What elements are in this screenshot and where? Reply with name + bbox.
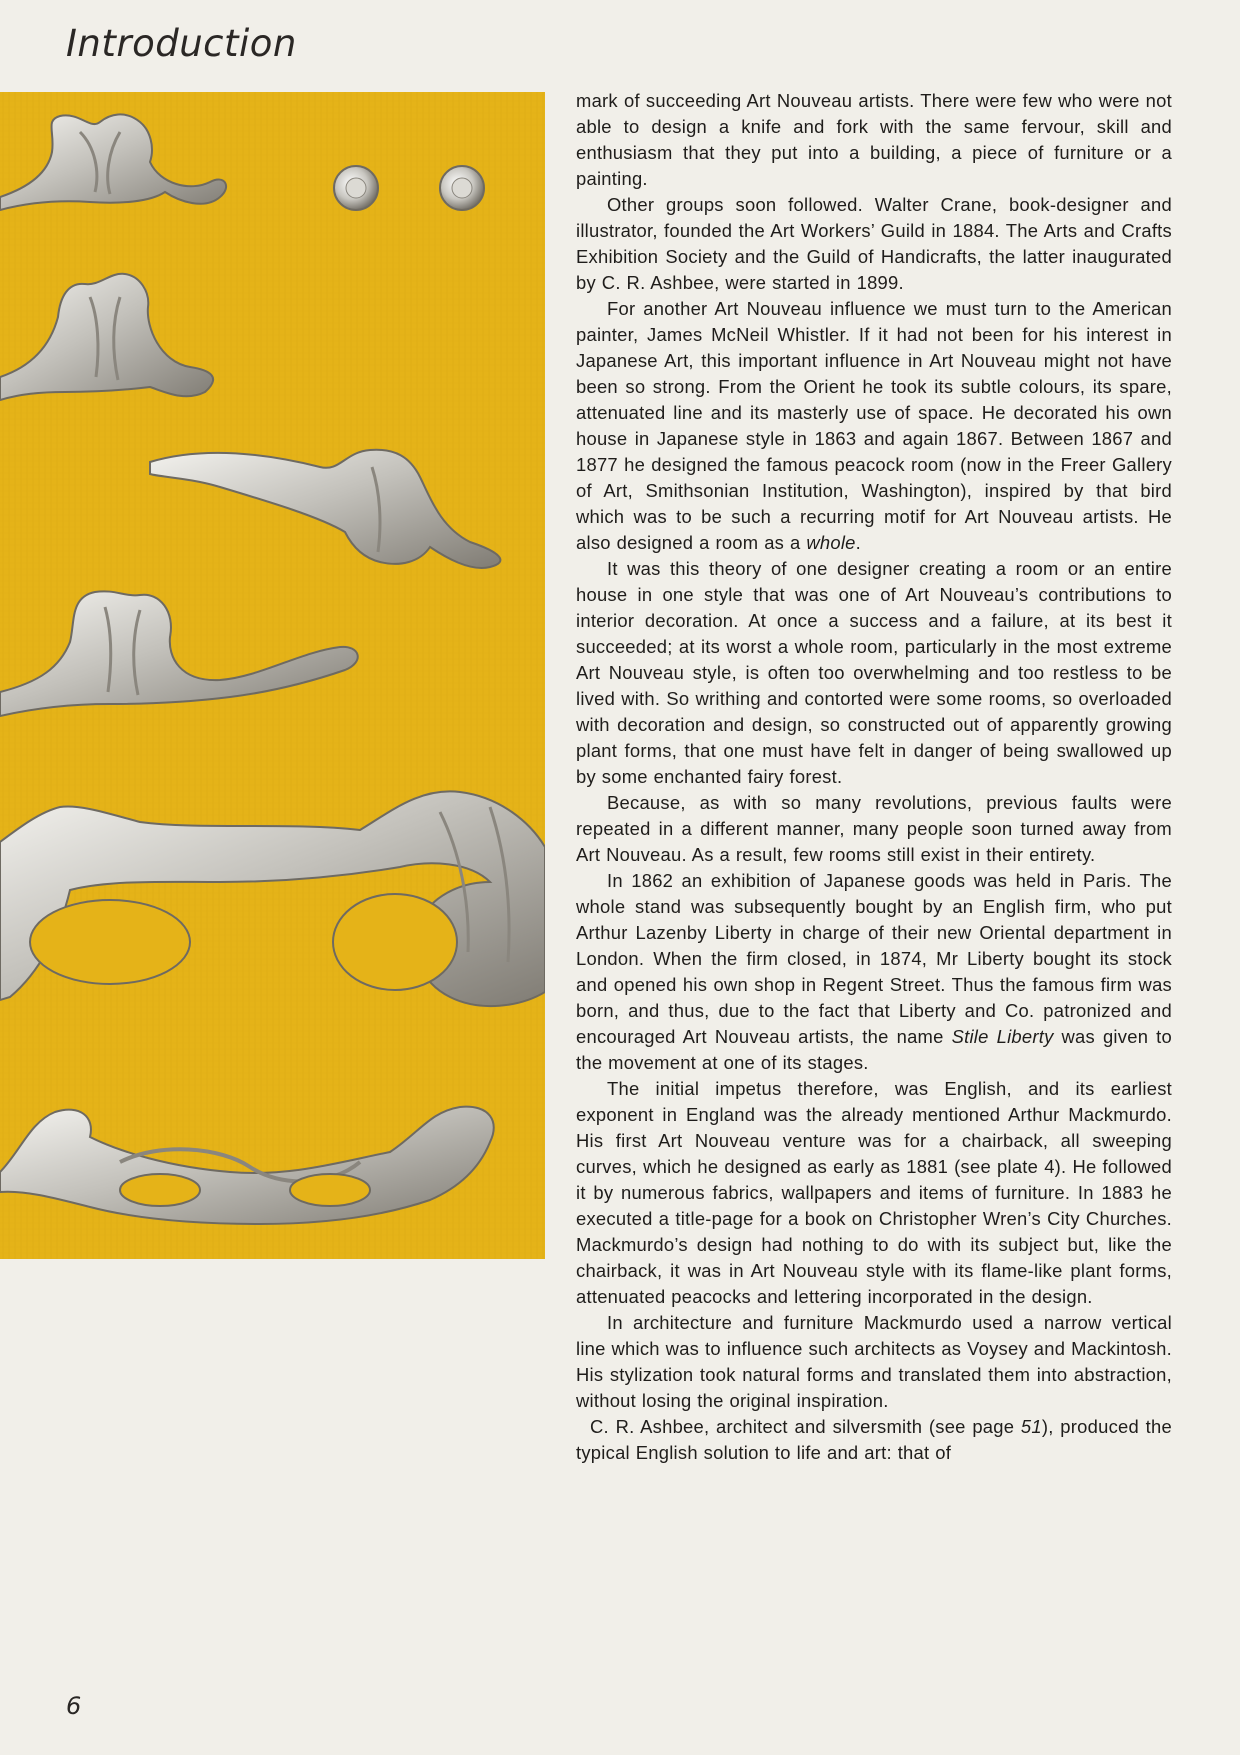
italic-text: 51 [1020, 1416, 1042, 1437]
page-number: 6 [66, 1692, 82, 1720]
body-paragraph [576, 296, 1172, 556]
body-paragraph [576, 1414, 1172, 1466]
text-run: ), produced the typical English solution to life and art: that of [576, 1416, 1172, 1463]
body-paragraph [576, 556, 1172, 790]
text-run: was given to the movement at one of its stages. [576, 1026, 1172, 1073]
text-run: In architecture and furniture Mackmurdo used a narrow vertical line which was to influence such architects as Voysey and Mackintosh. His stylization took natural forms and translated them into abstraction, without losing the original inspiration. [576, 1312, 1172, 1411]
text-run: . [855, 532, 862, 553]
text-run: C. R. Ashbee, architect and silversmith (see page [590, 1416, 1021, 1437]
italic-text: whole [806, 532, 856, 553]
knob-2 [440, 166, 484, 210]
body-paragraph [576, 790, 1172, 868]
body-paragraph [576, 1076, 1172, 1310]
italic-text: Stile Liberty [951, 1026, 1054, 1047]
section-title: Introduction [66, 22, 297, 65]
text-run: mark of succeeding Art Nouveau artists. There were few who were not able to design a knife and fork with the same fervour, skill and enthusiasm that they put into a building, a piece of furniture or a painting. [576, 90, 1172, 189]
text-run: For another Art Nouveau influence we must turn to the American painter, James McNeil Whistler. If it had not been for his interest in Japanese Art, this important influence in Art Nouveau might not have been so strong. From the Orient he took its subtle colours, its spare, attenuated line and its masterly use of space. He decorated his own house in Japanese style in 1863 and again 1867. Between 1867 and 1877 he designed the famous peacock room (now in the Freer Gallery of Art, Smithsonian Institution, Washington), inspired by that bird which was to be such a recurring motif for Art Nouveau artists. He also designed a room as a [576, 298, 1172, 553]
text-run: It was this theory of one designer creating a room or an entire house in one style that was one of Art Nouveau’s contributions to interior decoration. At once a success and a failure, at its best it succeeded; at its worst a whole room, particularly in the most extreme Art Nouveau style, is often too overwhelming and too restless to be lived with. So writhing and contorted were some rooms, so overloaded with decoration and design, so constructed out of apparently growing plant forms, that one must have felt in danger of being swallowed up by some enchanted fairy forest. [576, 558, 1172, 787]
body-paragraph [576, 192, 1172, 296]
text-run: Other groups soon followed. Walter Crane, book-designer and illustrator, founded the Art Workers’ Guild in 1884. The Arts and Crafts Exhibition Society and the Guild of Handicrafts, the latter inaugurated by C. R. Ashbee, were started in 1899. [576, 194, 1172, 293]
text-run: The initial impetus therefore, was English, and its earliest exponent in England was the already mentioned Arthur Mackmurdo. His first Art Nouveau venture was for a chairback, all sweeping curves, which he designed as early as 1881 (see plate 4). He followed it by numerous fabrics, wallpapers and items of furniture. In 1883 he executed a title-page for a book on Christopher Wren’s City Churches. Mackmurdo’s design had nothing to do with its subject but, like the chairback, it was in Art Nouveau style with its flame-like plant forms, attenuated peacocks and lettering incorporated in the design. [576, 1078, 1172, 1307]
body-text [576, 88, 1172, 1668]
text-run: In 1862 an exhibition of Japanese goods was held in Paris. The whole stand was subsequently bought by an English firm, who put Arthur Lazenby Liberty in charge of their new Oriental department in London. When the firm closed, in 1874, Mr Liberty bought its stock and opened his own shop in Regent Street. Thus the famous firm was born, and thus, due to the fact that Liberty and Co. patronized and encouraged Art Nouveau artists, the name [576, 870, 1172, 1047]
text-run: Because, as with so many revolutions, previous faults were repeated in a different manner, many people soon turned away from Art Nouveau. As a result, few rooms still exist in their entirety. [576, 792, 1172, 865]
body-paragraph [576, 88, 1172, 192]
body-paragraph [576, 1310, 1172, 1414]
silver-handles-illustration [0, 92, 545, 1259]
plate-photograph [0, 92, 545, 1259]
body-paragraph [576, 868, 1172, 1076]
knob-1 [334, 166, 378, 210]
